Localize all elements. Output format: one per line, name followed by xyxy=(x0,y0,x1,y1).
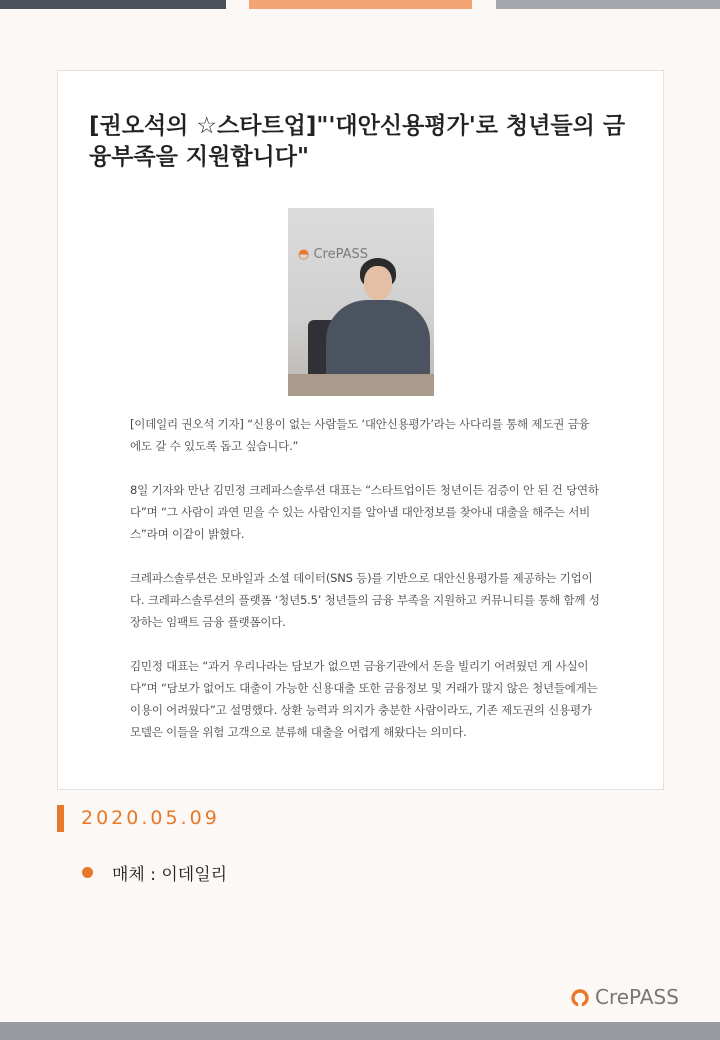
photo-desk xyxy=(288,374,434,396)
crepass-logo-icon xyxy=(571,989,589,1007)
top-bar-gray xyxy=(496,0,720,9)
media-source: 매체 : 이데일리 xyxy=(112,865,228,885)
bottom-decor-bar xyxy=(0,1022,720,1040)
article-headline: [권오석의 ☆스타트업]"'대안신용평가'로 청년들의 금융부족을 지원합니다" xyxy=(89,113,626,170)
article-photo xyxy=(288,208,434,396)
top-bar-dark xyxy=(0,0,226,9)
top-bar-orange xyxy=(249,0,472,9)
article-body xyxy=(130,413,600,765)
article-paragraph: 8일 기자와 만난 김민정 크레파스솔루션 대표는 “스타트업이든 청년이든 검증이 안 된 건 당연하다”며 “그 사람이 과연 믿을 수 있는 사람인지를 알아낼 대안정보를 찾아내 대출을 해주는 서비스”라며 이같이 밝혔다. xyxy=(130,483,599,541)
article-paragraph: 김민정 대표는 “과거 우리나라는 담보가 없으면 금융기관에서 돈을 빌리기 어려웠던 게 사실이다”며 “담보가 없어도 대출이 가능한 신용대출 또한 금융정보 및 거래가 많지 않은 청년들에게는 이용이 어려웠다”고 설명했다. 상환 능력과 의지가 충분한 사람이라도, 기존 제도권의 신용평가모델은 이들을 위험 고객으로 분류해 대출을 어렵게 해왔다는 의미다. xyxy=(130,659,598,739)
publish-date: 2020.05.09 xyxy=(81,807,220,829)
photo-person-face xyxy=(364,266,392,300)
date-accent-mark xyxy=(57,805,64,832)
article-paragraph: 크레파스솔루션은 모바일과 소셜 데이터(SNS 등)를 기반으로 대안신용평가를 제공하는 기업이다. 크레파스솔루션의 플랫폼 ‘청년5.5’ 청년들의 금융 부족을 지원하고 커뮤니티를 통해 함께 성장하는 임팩트 금융 플랫폼이다. xyxy=(130,571,600,629)
bullet-icon xyxy=(82,867,93,878)
article-card xyxy=(57,70,664,790)
article-paragraph: [이데일리 권오석 기자] “신용이 없는 사람들도 ‘대안신용평가’라는 사다리를 통해 제도권 금융에도 갈 수 있도록 돕고 싶습니다.” xyxy=(130,417,590,453)
top-decor-bars xyxy=(0,0,720,9)
photo-wall-logo: ◓ CrePASS xyxy=(298,247,369,262)
crepass-logo-text: CrePASS xyxy=(595,985,679,1009)
